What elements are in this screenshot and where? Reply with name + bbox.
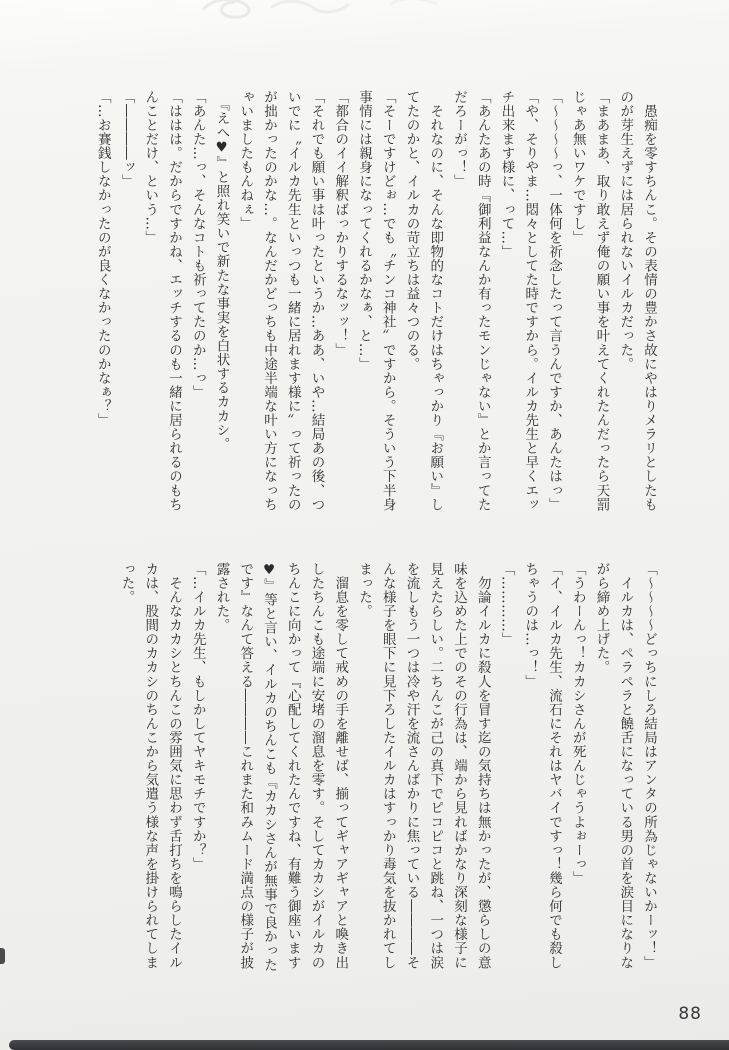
- paragraph: 「…イルカ先生、もしかしてヤキモチですか？」: [189, 562, 206, 872]
- page-number: 88: [678, 1004, 702, 1024]
- paragraph: 「イ、イルカ先生、流石にそれはヤバイですっ！幾ら何でも殺しちゃうのは…っ！」: [522, 562, 562, 970]
- paragraph: 溜息を零して戒めの手を離せば、揃ってギャアギャアと喚き出したちんこも途端に安堵の溜息を零す。そしてカカシがイルカのちんこに向かって『心配してくれたんですね、有難う御座います♥』等と言い、イルカのちんこも『カカシさんが無事で良かったです』なんて答える――――これまた和みムード満点の様子が披露された。: [213, 562, 349, 972]
- text-block-top: [90, 90, 660, 516]
- paragraph: イルカは、ペラペラと饒舌になっている男の首を涙目になりながら締め上げた。: [593, 562, 634, 970]
- paragraph: それなのに、そんな即物的なコトだけはちゃっかり『お願い』してたのかと、イルカの苛立ちは益々つのる。: [403, 90, 444, 512]
- paragraph: 「あんた…っ、そんなコトも祈ってたのか…っ」: [189, 90, 206, 400]
- print-bleedthrough-artifact: [175, 0, 455, 28]
- scan-edge-bottom: [9, 1040, 729, 1050]
- paragraph: 「〜〜〜〜どっちにしろ結局はアンタの所為じゃないかーッ！」: [641, 562, 657, 970]
- paragraph: 愚痴を零すちんこ。その表情の豊かさ故にやはりメラリとしたものが芽生えずには居られないイルカだった。: [617, 90, 657, 512]
- paragraph: 勿論イルカに殺人を冒す迄の気持ちは無かったが、懲らしの意味を込めた上でのその行為は、端から見ればかなり深刻な様子に見えたらしい。二ちんこが己の真下でピコピコと跳ね、一つは涙を流しもう一つは冷や汗を流さんばかりに焦っている――――そんな様子を眼下に見下ろしたイルカはすっかり毒気を抜かれてしまった。: [356, 562, 491, 970]
- text-block-bottom: [114, 562, 660, 972]
- paragraph: 「〜〜〜〜っ、一体何を祈念したって言うんですか、あんたはっ」: [546, 90, 562, 512]
- paragraph: 『えへ♥』と照れ笑いで新たな事実を白状するカカシ。: [213, 90, 230, 452]
- paragraph: そんなカカシとちんこの雰囲気に思わず舌打ちを鳴らしたイルカは、股間のカカシのちんこから気遣う様な声を掛けられてしまった。: [118, 562, 182, 970]
- paragraph: 「そーですけどぉ…でも〝チンコ神社〞ですから。そういう下半身事情には親身になってくれるかなぁ、と…」: [356, 90, 396, 512]
- scan-edge-mark: [0, 948, 5, 964]
- paragraph: 「うわーんっ！カカシさんが死んじゃうよぉーっ」: [569, 562, 586, 886]
- paragraph: 「あんたあの時『御利益なんか有ったモンじゃない』とか言ってただろーがっ！」: [451, 90, 491, 512]
- paragraph: 「や、そりやま…悶々としてた時ですから。イルカ先生と早くエッチ出来ます様に、って…」: [498, 90, 539, 512]
- paragraph: 「まあまあ、取り敢えず俺の願い事を叶えてくれたんだったら天罰じゃあ無いワケですし」: [569, 90, 610, 512]
- paragraph: 「…………」: [498, 562, 515, 647]
- paragraph: 「――――ッ」: [118, 90, 135, 189]
- paragraph: 「それでも願い事は叶ったというか…ああ、いや…結局あの後、ついでに〝イルカ先生といっつも一緒に居れます様に〞って祈ったのが拙かったのかな…。なんだかどっちも中途半端な叶い方になっちゃいましたもんねぇ」: [237, 90, 325, 512]
- paragraph: 「都合のイイ解釈ばっかりするなッッ！」: [332, 90, 349, 357]
- paragraph: 「ははは。だからですかね、エッチするのも一緒に居られるのもちんことだけ、という…」: [142, 90, 182, 512]
- paragraph: 「…お賽銭しなかったのが良くなかったのかなぁ？」: [94, 90, 111, 428]
